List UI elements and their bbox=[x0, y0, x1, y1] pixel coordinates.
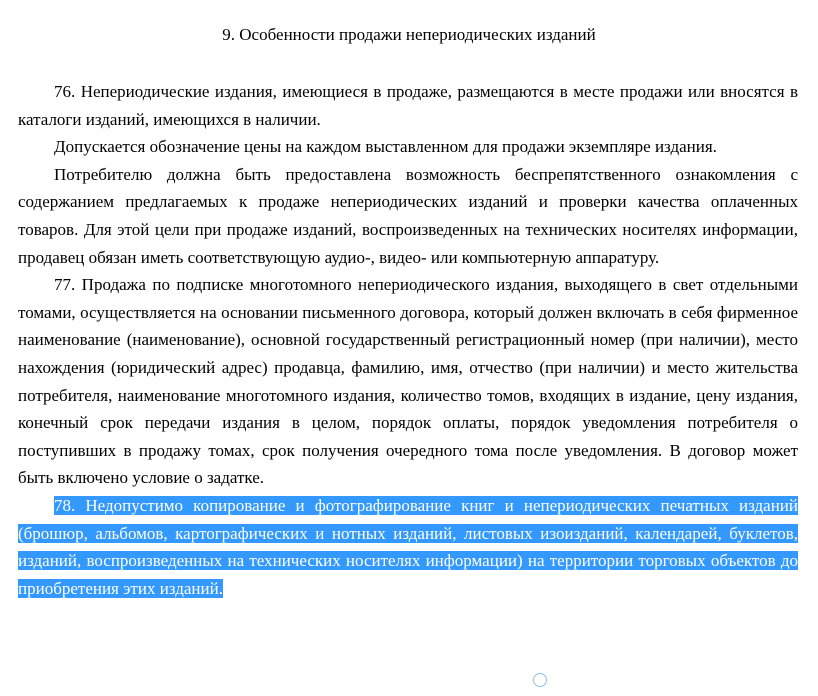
paragraph-price[interactable]: Допускается обозначение цены на каждом выставленном для продажи экземпляре издания. bbox=[54, 137, 717, 157]
selection-handle-icon[interactable] bbox=[533, 673, 547, 687]
paragraph-77[interactable]: 77. Продажа по подписке многотомного непериодического издания, выходящего в свет отдельными томами, осуществляется на основании письменного договора, который должен включать в себя фирменное наименование (наименование), основной государственный регистрационный номер (при наличии), место нахождения (юридический адрес) продавца, фамилию, имя, отчество (при наличии) и место жительства потребителя, наименование многотомного издания, количество томов, входящих в издание, цену издания, конечный срок передачи издания в целом, порядок оплаты, порядок уведомления потребителя о поступивших в продажу томах, срок получения очередного тома после уведомления. В договор может быть включено условие о задатке. bbox=[18, 275, 798, 488]
paragraph-consumer[interactable]: Потребителю должна быть предоставлена возможность беспрепятственного ознакомления с содержанием предлагаемых к продаже непериодических изданий и проверки качества оплаченных товаров. Для этой цели при продаже изданий, воспроизведенных на технических носителях информации, продавец обязан иметь соответствующую аудио-, видео- или компьютерную аппаратуру. bbox=[18, 164, 798, 267]
selected-text[interactable]: 78. Недопустимо копирование и фотографирование книг и непериодических печатных изданий (брошюр, альбомов, картографических и нотных изданий, листовых изоизданий, календарей, буклетов, изданий, воспроизведенных на технических носителях информации) на территории торговых объектов до приобретения этих изданий. bbox=[18, 495, 798, 598]
paragraph-78[interactable] bbox=[18, 492, 798, 602]
paragraph-76[interactable]: 76. Непериодические издания, имеющиеся в продаже, размещаются в месте продажи или вносятся в каталоги изданий, имеющихся в наличии. bbox=[18, 82, 798, 129]
document-body[interactable] bbox=[18, 78, 798, 602]
section-title: 9. Особенности продажи непериодических изданий bbox=[222, 25, 596, 44]
